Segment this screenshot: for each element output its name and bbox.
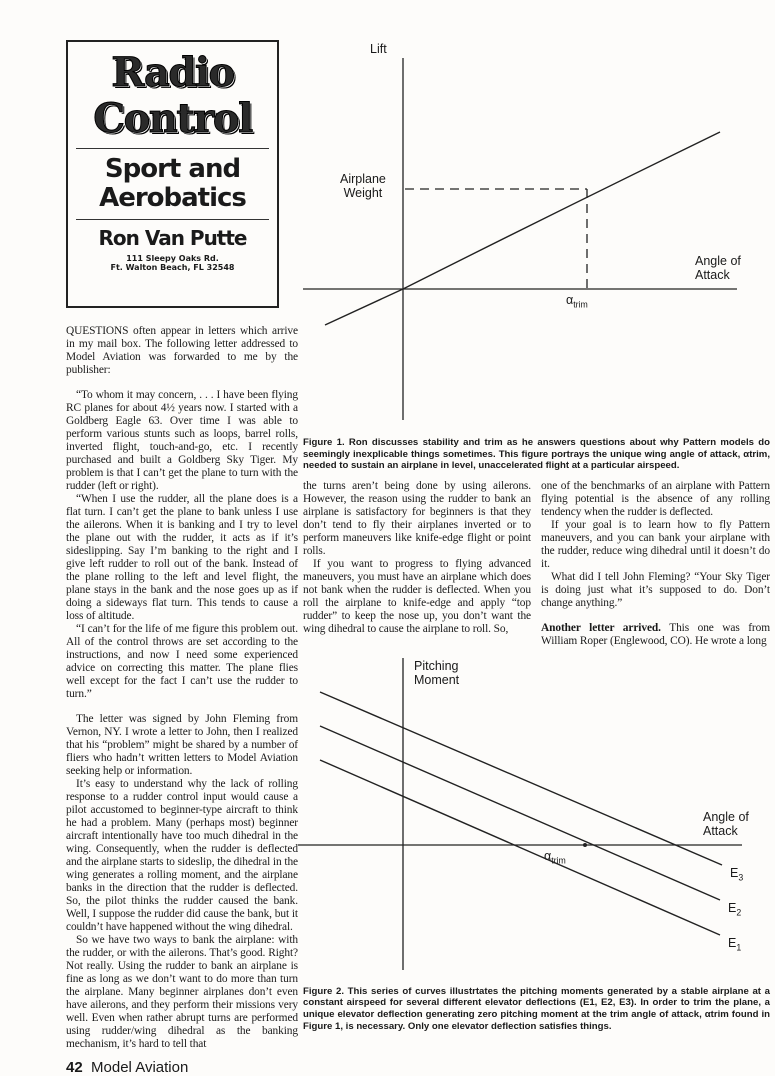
angle-of-attack-label: [703, 810, 749, 838]
paragraph: “I can’t for the life of me figure this problem out. All of the control throws are set according to the instructions, and now I need some experienced advice on correcting this matter. The plane flies well except for the fact I can’t use the rudder to turn.”: [66, 623, 298, 700]
paragraph: The letter was signed by John Fleming from Vernon, NY. I wrote a letter to John, then I realized that his “problem” might be shared by a number of fliers who hadn’t written letters to Model Aviation seeking help or information.: [66, 713, 298, 777]
e: E: [728, 935, 737, 950]
curve-label-e3: [730, 866, 743, 885]
right-region: [303, 437, 770, 1032]
title-radio: Radio: [111, 49, 234, 96]
figure-1-graph: [0, 0, 775, 430]
angle-of-attack-label: [695, 254, 741, 282]
paragraph-text: This one was from William Roper (Englewood, CO). He wrote a long: [541, 621, 770, 647]
curve-label-e2: [728, 901, 741, 920]
paragraph: What did I tell John Fleming? “Your Sky Tiger is doing just what it’s supposed to do. Don’t change anything.”: [541, 570, 770, 609]
right-column-text: [541, 480, 770, 648]
label-line: Attack: [703, 823, 738, 838]
address-line1: 111 Sleepy Oaks Rd.: [126, 254, 219, 263]
lift-curve: [325, 132, 720, 325]
page-footer: [66, 1059, 298, 1076]
text-columns: [303, 480, 770, 648]
figure-2: [0, 650, 775, 980]
paragraph: one of the benchmarks of an airplane with Pattern flying potential is the absence of any rolling tendency when the rudder is deflected.: [541, 479, 770, 518]
lead-in: Another letter arrived.: [541, 621, 661, 634]
sub: 2: [736, 907, 742, 918]
subtitle-line1: Sport and: [104, 154, 241, 184]
paragraph: the turns aren’t being done by using ailerons. However, the reason using the rudder to bank an airplane is satisfactory for beginners is that they don’t tend to fly their airplanes inverted or to perform maneuvers like knife-edge flight or point rolls.: [303, 479, 531, 557]
e: E: [728, 900, 737, 915]
alpha-trim-label: [566, 293, 588, 312]
trim-sub: trim: [551, 855, 566, 866]
alpha: α: [544, 848, 552, 863]
address-line2: Ft. Walton Beach, FL 32548: [110, 263, 235, 272]
curve-e3: [320, 692, 722, 865]
figure-1: [0, 0, 775, 430]
label-line: Angle of: [703, 809, 749, 824]
paragraph: It’s easy to understand why the lack of rolling response to a rudder control input would cause a pilot accustomed to beginner-type aircraft to think he had a problem. Many (perhaps most) beginner aircraft intentionally have too much dihedral in the wing. Consequently, when the rudder is deflected and the airplane starts to sideslip, the dihedral in the wing generates a rolling moment, and the airplane banks in the direction that the rudder is deflected. So, the pilot thinks the rudder caused the bank. Well, I suppose the rudder did cause the bank, but it couldn’t have happened without the wing dihedral.: [66, 778, 298, 933]
paragraph: So we have two ways to bank the airplane: with the rudder, or with the ailerons. That’s good. Right? Not really. Using the rudder to bank an airplane is fine as long as we don’t want to do more than turn the airplane. Many beginner airplanes don’t even have ailerons, and they perform their missions very well. Even when rather abrupt turns are performed using rudder/wing dihedral as the banking mechanism, it’s hard to tell that: [66, 934, 298, 1050]
paragraph: “To whom it may concern, . . . I have been flying RC planes for about 4½ years now. I started with a Goldberg Eagle 63. Over time I was able to perform various stunts such as loops, barrel rolls, inverted flight, touch-and-go, etc. I recently purchased and built a Goldberg Sky Tiger. My problem is that I can’t get the plane to turn with the rudder (left or right).: [66, 389, 298, 492]
page-number: 42: [66, 1059, 83, 1076]
curve-label-e1: [728, 936, 741, 955]
title-control: Control: [93, 95, 252, 142]
alpha-trim-label: [544, 849, 566, 868]
label-line: Angle of: [695, 254, 741, 268]
trim-sub: trim: [573, 299, 588, 310]
label-line: Pitching: [414, 658, 459, 673]
airplane-weight-label: [340, 172, 386, 200]
paragraph: QUESTIONS often appear in letters which arrive in my mail box. The following letter addressed to Model Aviation was forwarded to me by the publisher:: [66, 325, 298, 376]
label-line: Attack: [695, 268, 730, 282]
label-line: Weight: [343, 186, 383, 200]
alpha: α: [566, 293, 574, 307]
curve-e2: [320, 726, 720, 900]
figure-1-caption: Figure 1. Ron discusses stability and trim as he answers questions about why Pattern models do seemingly inexplicable things sometimes. This figure portrays the unique wing angle of attack, αtrim, needed to sustain an airplane in level, unaccelerated flight at a particular airspeed.: [303, 437, 770, 472]
curve-e1: [320, 760, 720, 935]
trim-point: [583, 843, 587, 847]
figure-2-graph: [0, 650, 775, 980]
magazine-name: Model Aviation: [91, 1059, 189, 1076]
e: E: [730, 865, 739, 880]
paragraph: “When I use the rudder, all the plane does is a flat turn. I can’t get the plane to bank unless I use the ailerons. When it is banking and I try to level the plane out with the rudder, it acts as if it’s sideslipping. Say I’m banking to the right and I give left rudder to roll out of the bank. Instead of the plane rolling to the left and level flight, the plane stays in the bank and the nose goes up as if doing a sideways flat turn. This tends to cause a loss of altitude.: [66, 493, 298, 622]
paragraph: If you want to progress to flying advanced maneuvers, you must have an airplane which does not bank when the rudder is deflected. When you roll the airplane to knife-edge and apply “top rudder” to keep the nose up, you don’t want the wing dihedral to cause the airplane to roll. So,: [303, 557, 531, 635]
label-line: Airplane: [340, 172, 386, 186]
figure-2-caption: Figure 2. This series of curves illustrtates the pitching moments generated by a stable airplane at a constant airspeed for several different elevator deflections (E1, E2, E3). In order to trim the plane, a unique elevator deflection generating zero pitching moment at the trim angle of attack, αtrim found in Figure 1, is necessary. Only one elevator deflection satisfies things.: [303, 985, 770, 1032]
paragraph: If your goal is to learn how to fly Pattern maneuvers, and you can bank your airplane with the rudder, reduce wing dihedral until it doesn’t do it.: [541, 518, 770, 570]
sub: 1: [736, 942, 742, 953]
middle-column-text: [303, 480, 531, 648]
subtitle-line2: Aerobatics: [99, 183, 246, 213]
sub: 3: [738, 872, 744, 883]
lift-label: Lift: [370, 42, 387, 56]
label-line: Moment: [414, 672, 460, 687]
author-name: Ron Van Putte: [98, 226, 247, 250]
paragraph: [541, 622, 770, 648]
pitching-moment-label: [414, 659, 459, 687]
